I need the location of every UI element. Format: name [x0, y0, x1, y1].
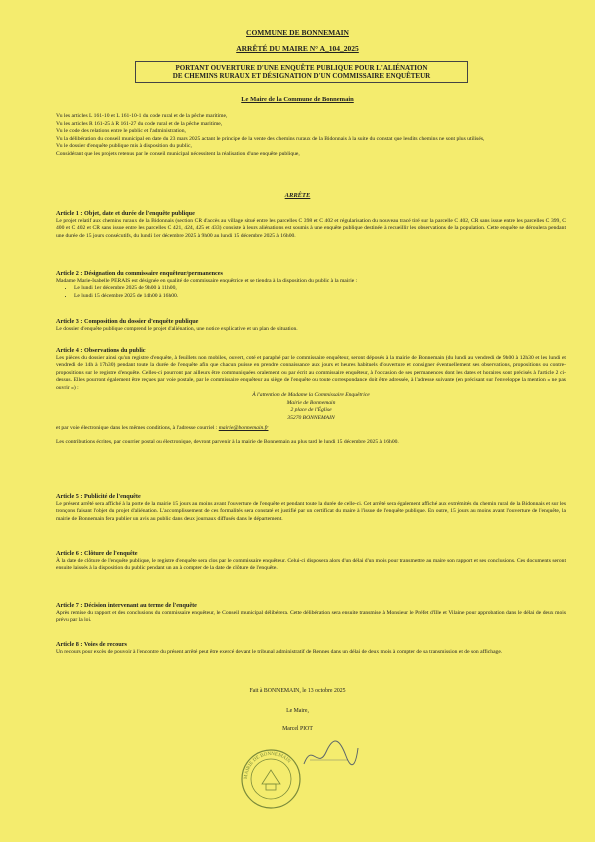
article-2-text: Madame Marie-Isabelle PERAIS est désignée en qualité de commissaire enquêtrice et se tiendra à la disposition du public à la mairie : [56, 277, 358, 284]
article-2-title: Article 2 : Désignation du commissaire enquêteur/permanences [56, 270, 223, 277]
visa-line: Vu le dossier d'enquête publique mis à disposition du public, [56, 143, 192, 149]
address-line: 35270 BONNEMAIN [287, 414, 335, 421]
article-7 [56, 602, 566, 625]
signature-place-date: Fait à BONNEMAIN, le 13 octobre 2025 [249, 688, 346, 694]
title-line-2: DE CHEMINS RURAUX ET DÉSIGNATION D'UN COMMISSAIRE ENQUÊTEUR [172, 72, 431, 80]
mairie-stamp [240, 748, 302, 810]
article-6-text: À la date de clôture de l'enquête publique, le registre d'enquête sera clos par le commissaire enquêteur. Celui-ci disposera alors d'un délai d'un mois pour transmettre au maire son rapport et ses conclusions. Ces documents seront ensuite laissés à la disposition du public pendant un an à compter de la date de clôture de l'enquête. [56, 557, 566, 571]
arrete-keyword: ARRÊTE [284, 192, 311, 199]
email-link[interactable]: mairie@bonnemain.fr [218, 425, 269, 431]
article-5 [56, 493, 566, 523]
visa-line: Vu les articles R 161-25 à R 161-27 du code rural et de la pêche maritime, [56, 120, 223, 127]
article-5-text: Le présent arrêté sera affiché à la porte de la mairie 15 jours au moins avant l'ouverture de l'enquête et pendant toute la durée de celle-ci. Cet arrêté sera également affiché aux extrémités du chemin rural de la Bidonnais et sur les tronçons faisant l'objet du projet d'aliénation. L'accomplissement de ces formalités sera constaté et justifié par un certificat du maire à l'issue de l'enquête publique. En outre, 15 jours au moins avant l'ouverture de l'enquête, la mairie de Bonnemain fera publier un avis au public dans deux journaux diffusés dans le département. [56, 500, 566, 522]
article-4 [56, 347, 566, 446]
email-intro: et par voie électronique dans les mêmes conditions, à l'adresse courriel : [56, 425, 218, 431]
email-line [56, 425, 566, 433]
svg-text:MAIRIE DE BONNEMAIN: MAIRIE DE BONNEMAIN [243, 751, 292, 780]
article-1-title: Article 1 : Objet, date et durée de l'enquête publique [56, 210, 195, 217]
postal-address [56, 392, 566, 422]
visa-line: Vu la délibération du conseil municipal en date du 23 mars 2025 actant le principe de la vente des chemins ruraux de la Bidonnais à la suite du constat que lesdits chemins ne sont plus utilisés, [56, 135, 485, 142]
article-2 [56, 270, 566, 300]
visa-line: Considérant que les projets retenus par le conseil municipal nécessitent la réalisation d'une enquête publique, [56, 150, 300, 157]
article-8-title: Article 8 : Voies de recours [56, 641, 127, 648]
article-3-title: Article 3 : Composition du dossier d'enquête publique [56, 318, 199, 325]
document-title-box [135, 61, 468, 83]
visa-line: Vu les articles L 161-10 et L 161-10-1 du code rural et de la pêche maritime, [56, 113, 228, 119]
visa-line: Vu le code des relations entre le public et l'administration, [56, 128, 186, 134]
article-3 [56, 318, 566, 333]
article-6-title: Article 6 : Clôture de l'enquête [56, 550, 138, 557]
article-1 [56, 210, 566, 240]
visas-section [56, 113, 566, 158]
article-6 [56, 550, 566, 573]
permanences-list [56, 285, 566, 300]
article-4-title: Article 4 : Observations du public [56, 347, 146, 354]
handwritten-signature [300, 734, 360, 774]
address-line: Mairie de Bonnemain [286, 399, 336, 406]
title-line-1: PORTANT OUVERTURE D'UNE ENQUÊTE PUBLIQUE POUR L'ALIÉNATION [175, 64, 428, 72]
signature-role: Le Maire, [286, 708, 309, 714]
article-4-closing: Les contributions écrites, par courrier postal ou électronique, devront parvenir à la mairie de Bonnemain au plus tard le lundi 15 décembre 2025 à 16h00. [56, 438, 399, 445]
address-line: 2 place de l'Église [290, 407, 332, 413]
address-line: À l'attention de Madame la Commissaire Enquêtrice [252, 392, 370, 398]
arrete-number: ARRÊTÉ DU MAIRE N° A_104_2025 [236, 44, 359, 53]
permanence-item: • Le lundi 15 décembre 2025 de 14h00 à 16h00. [74, 293, 566, 301]
article-5-title: Article 5 : Publicité de l'enquête [56, 493, 141, 500]
article-8 [56, 641, 566, 656]
article-3-text: Le dossier d'enquête publique comprend le projet d'aliénation, une notice explicative et un plan de situation. [56, 325, 298, 332]
signature-name: Marcel PIOT [282, 726, 313, 732]
maire-heading: Le Maire de la Commune de Bonnemain [241, 96, 354, 103]
article-7-title: Article 7 : Décision intervenant au terme de l'enquête [56, 602, 197, 609]
article-7-text: Après remise du rapport et des conclusions du commissaire enquêteur, le Conseil municipal délibérera. Cette délibération sera ensuite transmise à Monsieur le Préfet d'Ille et Vilaine pour approbation dans le délai de deux mois prévu par la loi. [56, 609, 566, 623]
article-8-text: Un recours pour excès de pouvoir à l'encontre du présent arrêté peut être exercé devant le tribunal administratif de Rennes dans un délai de deux mois à compter de sa transmission et de son affichage. [56, 648, 503, 655]
article-1-text: Le projet relatif aux chemins ruraux de la Bidonnais (section CR d'accès au village situé entre les parcelles C 398 et C 402 et régularisation du nouveau tracé tiré sur la parcelle C 402, CR sans issue entre les parcelles C 399, C 400 et C 402 et CR sans issue entre les parcelles C 421, 424, 425 et 433) consiste à leurs aliénations est soumis à une enquête publique destinée à recueillir les observations de la population. Cette enquête se déroulera pendant une durée de 15 jours consécutifs, du lundi 1er décembre 2025 à 9h00 au lundi 15 décembre 2025 à 16h00. [56, 217, 566, 239]
permanence-item: • Le lundi 1er décembre 2025 de 9h00 à 11h00, [74, 285, 566, 293]
article-4-text: Les pièces du dossier ainsi qu'un registre d'enquête, à feuillets non mobiles, ouvert, coté et paraphé par le commissaire enquêteur, seront déposés à la mairie de Bonnemain (du lundi au vendredi de 9h00 à 12h30 et les lundi et vendredi de 14h à 17h30) pendant toute la durée de l'enquête afin que chacun puisse en prendre connaissance aux jours et heures habituels d'ouverture et consigner éventuellement ses observations, propositions ou contre-propositions sur le registre d'enquête. Celles-ci pourront par ailleurs être communiquées oralement ou par écrit au commissaire enquêteur, à l'occasion de ses permanences dont les dates et horaires sont précisés à l'article 2 ci-dessus. Elles pourront également être reçues par voie postale, par le commissaire enquêteur au siège de l'enquête ou toute correspondance doit être adressée, à l'adresse suivante (en précisant sur l'enveloppe la mention « ne pas ouvrir ») : [56, 354, 566, 391]
commune-heading: COMMUNE DE BONNEMAIN [246, 28, 349, 37]
